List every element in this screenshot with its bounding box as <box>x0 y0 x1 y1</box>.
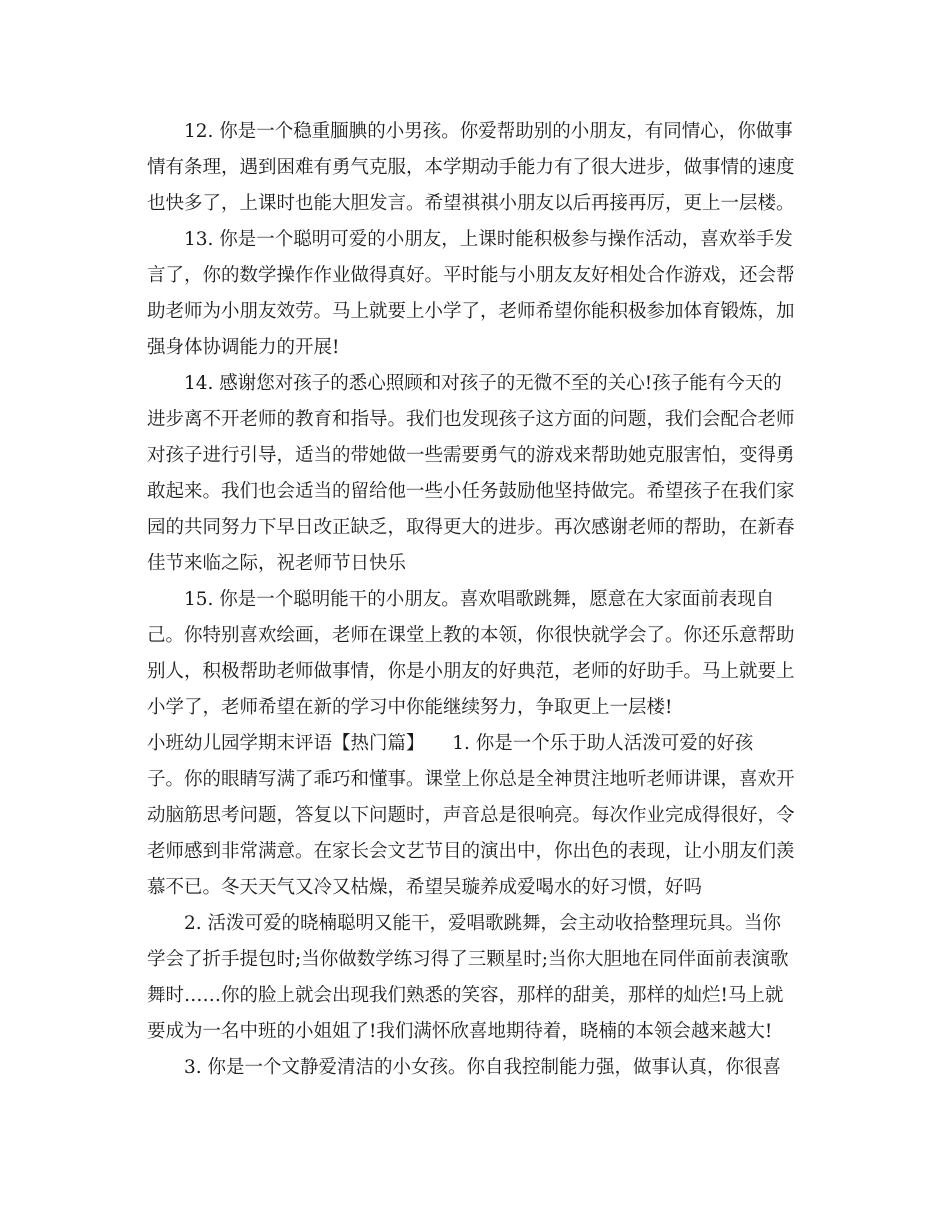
text-line: 助老师为小朋友效劳。马上就要上小学了，老师希望你能积极参加体育锻炼，加 <box>147 301 795 322</box>
text-line: 要成为一名中班的小姐姐了!我们满怀欣喜地期待着，晓楠的本领会越来越大! <box>147 1021 773 1042</box>
text-line: 15. 你是一个聪明能干的小朋友。喜欢唱歌跳舞，愿意在大家面前表现自 <box>184 589 775 610</box>
text-line: 进步离不开老师的教育和指导。我们也发现孩子这方面的问题，我们会配合老师 <box>147 409 795 430</box>
text-line: 对孩子进行引导，适当的带她做一些需要勇气的游戏来帮助她克服害怕，变得勇 <box>147 445 795 466</box>
text-line: 佳节来临之际，祝老师节日快乐 <box>147 553 407 574</box>
text-line: 3. 你是一个文静爱清洁的小女孩。你自我控制能力强，做事认真，你很喜 <box>184 1057 782 1078</box>
text-line: 言了，你的数学操作作业做得真好。平时能与小朋友友好相处合作游戏，还会帮 <box>147 265 795 286</box>
text-line: 舞时……你的脸上就会出现我们熟悉的笑容，那样的甜美，那样的灿烂!马上就 <box>147 985 784 1006</box>
text-line: 动脑筋思考问题，答复以下问题时，声音总是很响亮。每次作业完成得很好，令 <box>147 805 795 826</box>
document-body <box>147 114 807 1086</box>
text-line: 14. 感谢您对孩子的悉心照顾和对孩子的无微不至的关心!孩子能有今天的 <box>184 373 782 394</box>
text-line: 园的共同努力下早日改正缺乏，取得更大的进步。再次感谢老师的帮助，在新春 <box>147 517 795 538</box>
text-line: 也快多了，上课时也能大胆发言。希望祺祺小朋友以后再接再厉，更上一层楼。 <box>147 193 795 214</box>
text-line: 学会了折手提包时;当你做数学练习得了三颗星时;当你大胆地在同伴面前表演歌 <box>147 949 789 970</box>
text-line: 小班幼儿园学期末评语【热门篇】 1. 你是一个乐于助人活泼可爱的好孩 <box>147 733 754 754</box>
text-line: 2. 活泼可爱的晓楠聪明又能干，爱唱歌跳舞，会主动收拾整理玩具。当你 <box>184 913 782 934</box>
text-line: 敢起来。我们也会适当的留给他一些小任务鼓励他坚持做完。希望孩子在我们家 <box>147 481 795 502</box>
text-line: 子。你的眼睛写满了乖巧和懂事。课堂上你总是全神贯注地听老师讲课，喜欢开 <box>147 769 795 790</box>
text-line: 己。你特别喜欢绘画，老师在课堂上教的本领，你很快就学会了。你还乐意帮助 <box>147 625 795 646</box>
text-line: 小学了，老师希望在新的学习中你能继续努力，争取更上一层楼! <box>147 697 673 718</box>
text-line: 别人，积极帮助老师做事情，你是小朋友的好典范，老师的好助手。马上就要上 <box>147 661 795 682</box>
text-line: 12. 你是一个稳重腼腆的小男孩。你爱帮助别的小朋友，有同情心，你做事 <box>184 121 793 142</box>
text-line: 情有条理，遇到困难有勇气克服，本学期动手能力有了很大进步，做事情的速度 <box>147 157 795 178</box>
text-line: 慕不已。冬天天气又冷又枯燥，希望吴璇养成爱喝水的好习惯，好吗 <box>147 877 703 898</box>
text-line: 老师感到非常满意。在家长会文艺节目的演出中，你出色的表现，让小朋友们羡 <box>147 841 795 862</box>
text-line: 13. 你是一个聪明可爱的小朋友，上课时能积极参与操作活动，喜欢举手发 <box>184 229 793 250</box>
text-line: 强身体协调能力的开展! <box>147 337 340 358</box>
